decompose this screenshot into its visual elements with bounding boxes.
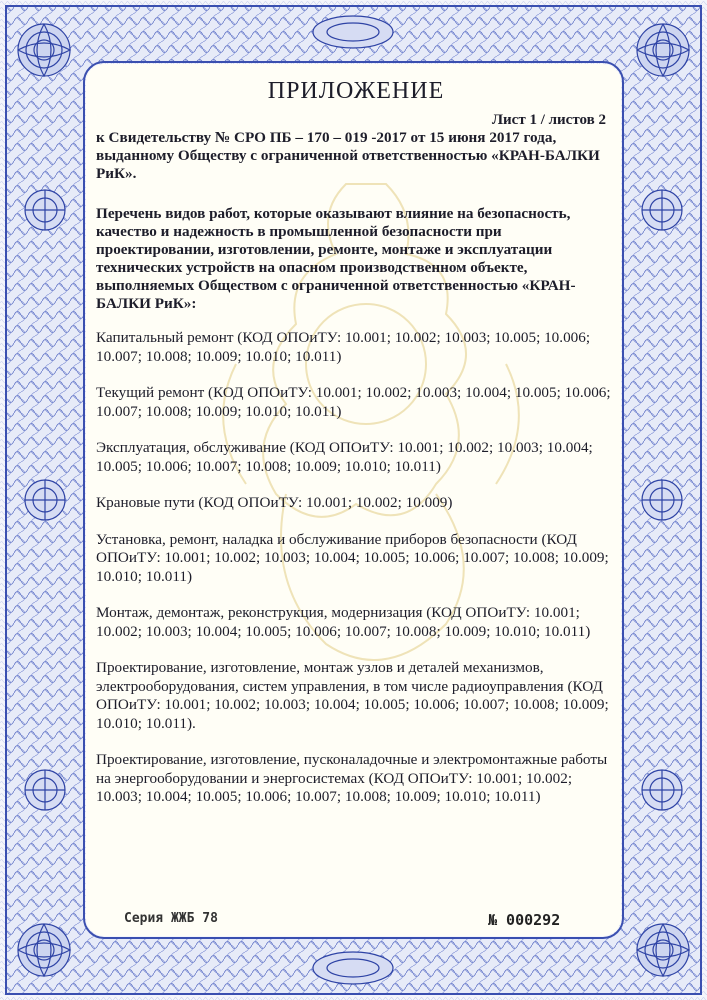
document-content xyxy=(96,78,616,807)
work-item-installation: Монтаж, демонтаж, реконструкция, модернизация (КОД ОПОиТУ: 10.001; 10.002; 10.003; 10.004; 10.005; 10.006; 10.007; 10.008; 10.009; 10.010; 10.011) xyxy=(96,604,591,640)
series-label: Серия ЖЖБ 78 xyxy=(124,911,218,926)
document-title: ПРИЛОЖЕНИЕ xyxy=(267,78,445,104)
work-item-design-power: Проектирование, изготовление, пусконаладочные и электромонтажные работы на энергооборудовании и энергосистемах (КОД ОПОиТУ: 10.001; 10.002; 10.003; 10.004; 10.005; 10.006; 10.007; 10.008; 10.009; 10.010; 10.011) xyxy=(96,751,608,805)
works-intro: Перечень видов работ, которые оказывают влияние на безопасность, качество и надежность в промышленной безопасности при проектировании, изготовлении, ремонте, монтаже и эксплуатации технических устройств на опасном производственном объекте, выполняемых Обществом с ограниченной ответственностью «КРАН-БАЛКИ РиК»: xyxy=(96,205,576,312)
work-item-capital-repair: Капитальный ремонт (КОД ОПОиТУ: 10.001; 10.002; 10.003; 10.005; 10.006; 10.007; 10.008; 10.009; 10.010; 10.011) xyxy=(96,329,591,365)
work-item-design-mechanisms: Проектирование, изготовление, монтаж узлов и деталей механизмов, электрооборудования, систем управления, в том числе радиоуправления (КОД ОПОиТУ: 10.001; 10.002; 10.003; 10.004; 10.005; 10.006; 10.007; 10.008; 10.009; 10.010; 10.011). xyxy=(96,659,609,732)
work-item-safety-devices: Установка, ремонт, наладка и обслуживание приборов безопасности (КОД ОПОиТУ: 10.001; 10.002; 10.003; 10.004; 10.005; 10.006; 10.007; 10.008; 10.009; 10.010; 10.011) xyxy=(96,530,609,585)
serial-number: № 000292 xyxy=(488,911,561,929)
work-item-crane-tracks: Крановые пути (КОД ОПОиТУ: 10.001; 10.002; 10.009) xyxy=(96,494,453,511)
work-item-operation: Эксплуатация, обслуживание (КОД ОПОиТУ: 10.001; 10.002; 10.003; 10.004; 10.005; 10.006; 10.007; 10.008; 10.009; 10.010; 10.011) xyxy=(96,439,593,475)
work-item-current-repair: Текущий ремонт (КОД ОПОиТУ: 10.001; 10.002; 10.003; 10.004; 10.005; 10.006; 10.007; 10.008; 10.009; 10.010; 10.011) xyxy=(96,384,611,420)
certificate-reference: к Свидетельству № СРО ПБ – 170 – 019 -2017 от 15 июня 2017 года, выданному Обществу с ограниченной ответственностью «КРАН-БАЛКИ РиК». xyxy=(96,129,600,182)
sheet-counter: Лист 1 / листов 2 xyxy=(491,112,606,128)
